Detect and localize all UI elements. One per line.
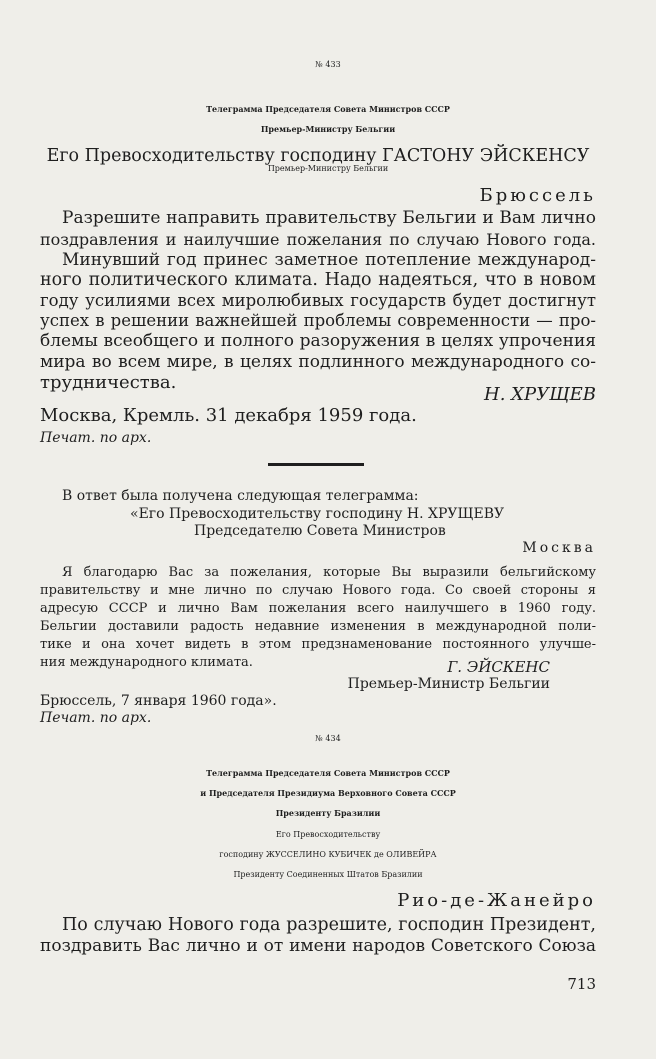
addressee-line: господину ЖУСCЕЛИНО КУБИЧЕК де ОЛИВЕЙРА — [219, 850, 437, 859]
telegram-title-line: Телеграмма Председателя Совета Министров СССР — [206, 104, 450, 114]
signature: Н. ХРУЩЕВ — [484, 384, 596, 405]
reply-signature-title: Премьер-Министр Бельгии — [347, 676, 550, 692]
reply-body-line: Бельгии доставили радость недавние изменения в международной поли- — [40, 619, 596, 634]
addressee-line: Президенту Соединенных Штатов Бразилии — [233, 870, 423, 879]
document-number: № 433 — [315, 60, 341, 69]
addressee-line: Его Превосходительству — [275, 830, 381, 839]
body-line: По случаю Нового года разрешите, господин Президент, — [62, 915, 596, 935]
body-line: мира во всем мире, в целях подлинного международного со- — [40, 352, 596, 372]
reply-signature: Г. ЭЙСКЕНС — [447, 658, 550, 676]
addressee-line: Его Превосходительству господину ГАСТОНУ ЭЙСКЕНСУ — [46, 146, 590, 166]
body-line: году усилиями всех миролюбивых государств будет достигнут — [40, 291, 596, 310]
reply-city: Москва — [522, 540, 596, 556]
reply-addressee-line: Председателю Совета Министров — [194, 523, 446, 539]
reply-body-line: ния международного климата. — [40, 655, 253, 670]
destination-city: Рио-де-Жанейро — [397, 890, 596, 911]
telegram-title-line: Президенту Бразилии — [275, 808, 381, 818]
body-line: ного политического климата. Надо надеяться, что в новом — [40, 270, 596, 290]
telegram-title-line: и Председателя Президиума Верховного Совета СССР — [200, 788, 456, 798]
body-line: успех в решении важнейшей проблемы современности — про- — [40, 311, 596, 330]
reply-place-date: Брюссель, 7 января 1960 года». — [40, 693, 277, 709]
body-line: блемы всеобщего и полного разоружения в целях упрочения — [40, 331, 596, 351]
page-number: 713 — [567, 975, 596, 993]
reply-body-line: адресую СССР и лично Вам пожелания всего наилучшего в 1960 году. — [40, 601, 596, 616]
body-line: Минувший год принес заметное потепление международ- — [62, 250, 596, 270]
destination-city: Брюссель — [479, 185, 596, 206]
document-number: № 434 — [315, 734, 341, 743]
place-date: Москва, Кремль. 31 декабря 1959 года. — [40, 405, 417, 426]
reply-intro: В ответ была получена следующая телеграмма: — [62, 488, 419, 504]
addressee-line: Премьер-Министру Бельгии — [267, 164, 389, 173]
body-line: поздравить Вас лично и от имени народов Советского Союза — [40, 936, 596, 956]
reply-source-note: Печат. по арх. — [40, 710, 152, 726]
body-line: Разрешите направить правительству Бельгии и Вам лично — [62, 208, 596, 228]
reply-body-line: тике и она хочет видеть в этом предзнаменование постоянного улучше- — [40, 637, 596, 652]
telegram-title-line: Телеграмма Председателя Совета Министров СССР — [206, 768, 450, 778]
reply-addressee-line: «Его Превосходительству господину Н. ХРУЩЕВУ — [130, 506, 505, 522]
source-note: Печат. по арх. — [40, 430, 152, 446]
reply-body-line: правительству и мне лично по случаю Нового года. Со своей стороны я — [40, 583, 596, 598]
body-line: поздравления и наилучшие пожелания по случаю Нового года. — [40, 230, 596, 249]
body-line: трудничества. — [40, 372, 177, 393]
telegram-title-line: Премьер-Министру Бельгии — [260, 124, 396, 134]
reply-body-line: Я благодарю Вас за пожелания, которые Вы выразили бельгийскому — [62, 565, 596, 580]
section-divider — [268, 463, 364, 466]
